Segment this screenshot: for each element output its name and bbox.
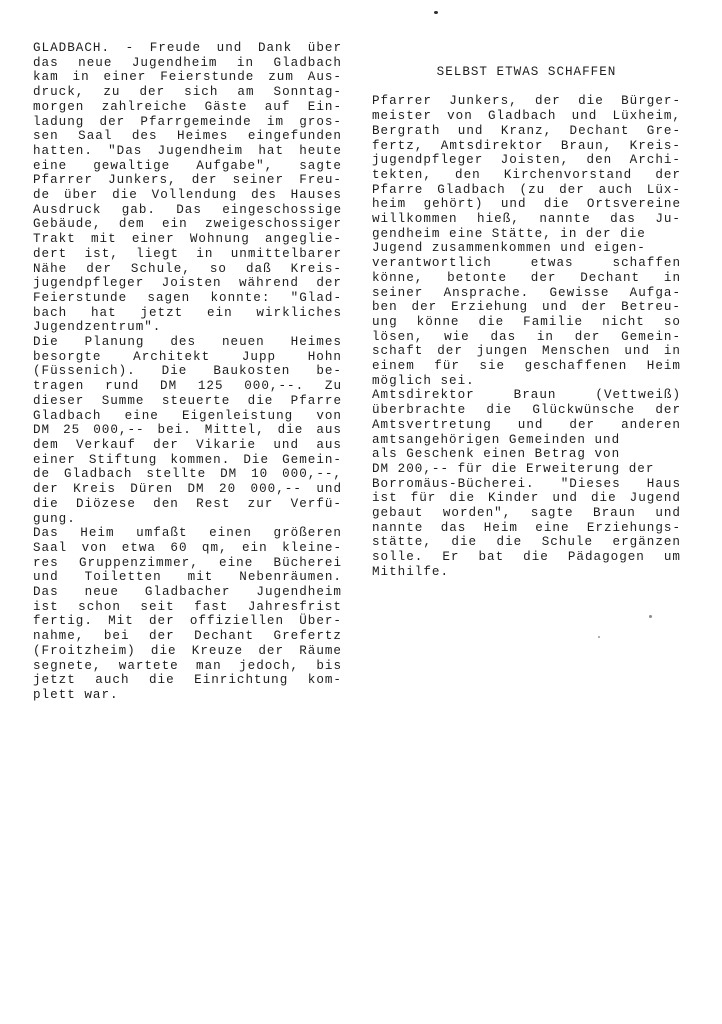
text-line: Mithilfe. [372,564,450,579]
text-line: Pfarre Gladbach (zu der auch Lüx- [372,182,681,197]
text-line: jetzt auch die Einrichtung kom- [33,673,342,688]
text-line: DM 200,-- für die Erweiterung der [372,461,655,476]
text-line: ben der Erziehung und der Betreu- [372,300,681,315]
text-line: stätte, die die Schule ergänzen [372,535,681,550]
text-line: Ausdruck gab. Das eingeschossige [33,202,342,217]
text-line: das neue Jugendheim in Gladbach [33,55,342,70]
text-line: verantwortlich etwas schaffen [372,256,681,271]
text-line: überbrachte die Glückwünsche der [372,403,681,418]
text-line: einer Stiftung kommen. Die Gemein- [33,452,342,467]
text-line: dem Verkauf der Vikarie und aus [33,437,342,452]
text-line: Amtsvertretung und der anderen [372,417,681,432]
text-line: fertig. Mit der offiziellen Über- [33,614,342,629]
text-line: ist schon seit fast Jahresfrist [33,599,342,614]
text-line: Borromäus-Bücherei. "Dieses Haus [372,476,681,491]
text-line: nannte das Heim eine Erziehungs- [372,520,681,535]
article-heading: SELBST ETWAS SCHAFFEN [436,65,617,79]
text-line: (Füssenich). Die Baukosten be- [33,364,342,379]
text-line: meister von Gladbach und Lüxheim, [372,109,681,124]
text-line: hatten. "Das Jugendheim hat heute [33,143,342,158]
text-line: segnete, wartete man jedoch, bis [33,658,342,673]
heading-spacer [372,80,681,95]
text-line: de Gladbach stellte DM 10 000,--, [33,467,342,482]
text-line: res Gruppenzimmer, eine Bücherei [33,555,342,570]
text-line: sen Saal des Heimes eingefunden [33,129,342,144]
text-line: Nähe der Schule, so daß Kreis- [33,261,342,276]
text-line: Saal von etwa 60 qm, ein kleine- [33,540,342,555]
text-line: heim gehört) und die Ortsvereine [372,197,681,212]
text-line: GLADBACH. - Freude und Dank über [33,41,342,55]
text-line: Das neue Gladbacher Jugendheim [33,585,342,600]
text-line: Gladbach eine Eigenleistung von [33,408,342,423]
text-line: de über die Vollendung des Hauses [33,188,342,203]
text-line: die Diözese den Rest zur Verfü- [33,496,342,511]
text-line: tekten, den Kirchenvorstand der [372,167,681,182]
text-line: lösen, wie das in der Gemein- [372,329,681,344]
text-line: nahme, bei der Dechant Grefertz [33,629,342,644]
text-line: Das Heim umfaßt einen größeren [33,526,342,541]
text-line: solle. Er bat die Pädagogen um [372,550,681,565]
text-line: Feierstunde sagen konnte: "Glad- [33,290,342,305]
text-line: Gebäude, dem ein zweigeschossiger [33,217,342,232]
text-line: schaft der jungen Menschen und in [372,344,681,359]
text-line: druck, zu der sich am Sonntag- [33,85,342,100]
text-line: könne, betonte der Dechant in [372,270,681,285]
text-line: tragen rund DM 125 000,--. Zu [33,379,342,394]
text-line: Pfarrer Junkers, der die Bürger- [372,94,681,109]
text-line: Jugend zusammenkommen und eigen- [372,241,646,256]
text-line: Amtsdirektor Braun (Vettweiß) [372,388,681,403]
text-line: gendheim eine Stätte, in der die [372,226,646,241]
text-line: besorgte Architekt Jupp Hohn [33,349,342,364]
text-line: gebaut worden", sagte Braun und [372,506,681,521]
text-line: jugendpfleger Joisten, den Archi- [372,153,681,168]
text-line: willkommen hieß, nannte das Ju- [372,212,681,227]
text-line: ist für die Kinder und die Jugend [372,491,681,506]
text-line: gung. [33,511,76,526]
text-line: und Toiletten mit Nebenräumen. [33,570,342,585]
text-line: fertz, Amtsdirektor Braun, Kreis- [372,138,681,153]
scan-speck [598,636,600,638]
scan-speck [649,615,652,618]
text-line: jugendpfleger Joisten während der [33,276,342,291]
text-line: ung könne die Familie nicht so [372,314,681,329]
text-line: Pfarrer Junkers, der seiner Freu- [33,173,342,188]
text-line: der Kreis Düren DM 20 000,-- und [33,482,342,497]
text-line: dert ist, liegt in unmittelbarer [33,246,342,261]
scan-speck [434,11,438,14]
text-line: eine gewaltige Aufgabe", sagte [33,158,342,173]
text-line: plett war. [33,687,119,702]
text-line: ladung der Pfarrgemeinde im gros- [33,114,342,129]
text-line: dieser Summe steuerte die Pfarre [33,393,342,408]
text-line: bach hat jetzt ein wirkliches [33,305,342,320]
text-line: möglich sei. [372,373,475,388]
text-line: als Geschenk einen Betrag von [372,447,621,462]
article-right-column [372,65,681,580]
text-line: DM 25 000,-- bei. Mittel, die aus [33,423,342,438]
text-line: seiner Ansprache. Gewisse Aufga- [372,285,681,300]
article-left-column [33,41,342,703]
text-line: Trakt mit einer Wohnung angeglie- [33,232,342,247]
text-line: Die Planung des neuen Heimes [33,335,342,350]
article-right-body [372,94,681,579]
text-line: (Froitzheim) die Kreuze der Räume [33,643,342,658]
text-line: morgen zahlreiche Gäste auf Ein- [33,99,342,114]
text-line: amtsangehörigen Gemeinden und [372,432,621,447]
text-line: Bergrath und Kranz, Dechant Gre- [372,123,681,138]
text-line: kam in einer Feierstunde zum Aus- [33,70,342,85]
text-line: einem für sie geschaffenen Heim [372,359,681,374]
text-line: Jugendzentrum". [33,320,162,335]
